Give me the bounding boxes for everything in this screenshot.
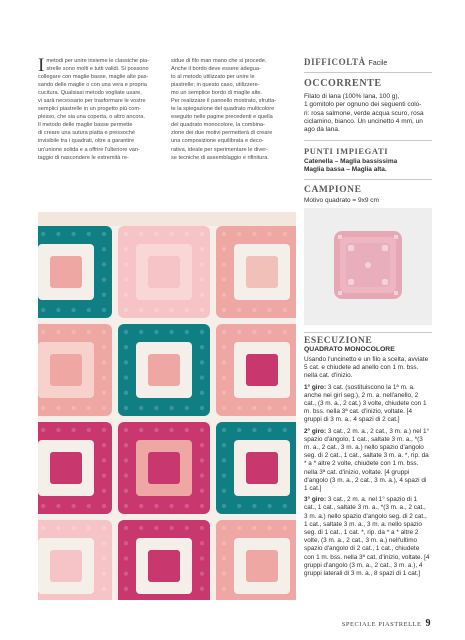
- giro-3-label: 3° giro:: [304, 496, 327, 504]
- stitch: [200, 375, 204, 379]
- page-number: 9: [425, 618, 431, 629]
- stitch: [222, 262, 226, 266]
- esecuzione-intro: Usando l'uncinetto e un filo a scelta, avviate 5 cat. e chiudete ad anello con 1 m. bss. nella cat. d'inizio.: [304, 356, 429, 380]
- stitch: [267, 308, 271, 312]
- stitch: [237, 232, 241, 236]
- stitch: [283, 526, 287, 530]
- stitch: [200, 556, 204, 560]
- occorrente-text: Filato di lana (100% lana, 100 g), 1 gomitolo per ognuno dei seguenti colo- ri: rosa salmone, verde acqua scuro, rosa ciclamino, bianco. Un uncinetto 4 mm, un ago da lana.: [304, 93, 424, 134]
- stitch: [185, 330, 189, 334]
- stitch: [200, 232, 204, 236]
- stitch: [200, 247, 204, 251]
- stitch: [222, 458, 226, 462]
- stitch: [169, 406, 173, 410]
- stitch: [41, 406, 45, 410]
- stitch: [252, 526, 256, 530]
- stitch: [124, 277, 128, 281]
- stitch: [71, 428, 75, 432]
- stitch: [200, 571, 204, 575]
- stitch: [56, 330, 60, 334]
- stitch: [200, 277, 204, 281]
- difficulty-value: Facile: [368, 60, 388, 67]
- granny-square-center: [148, 256, 180, 288]
- granny-square-center: [50, 354, 82, 386]
- pink-square-swatch-image: [304, 208, 432, 325]
- intro-column-2: [171, 57, 292, 162]
- stitch: [222, 232, 226, 236]
- stitch: [222, 345, 226, 349]
- stitch: [222, 504, 226, 508]
- blanket-photo: [38, 212, 296, 600]
- stitch: [41, 504, 45, 508]
- stitch: [124, 504, 128, 508]
- stitch: [71, 232, 75, 236]
- stitch: [169, 308, 173, 312]
- stitch: [87, 526, 91, 530]
- granny-square-center: [246, 256, 278, 288]
- stitch: [267, 504, 271, 508]
- stitch: [102, 293, 106, 297]
- stitch: [56, 428, 60, 432]
- stitch: [71, 406, 75, 410]
- stitch: [102, 330, 106, 334]
- granny-square-center: [246, 550, 278, 582]
- stitch: [237, 308, 241, 312]
- stitch: [200, 443, 204, 447]
- granny-square-center: [50, 550, 82, 582]
- stitch: [139, 406, 143, 410]
- stitch: [124, 587, 128, 591]
- stitch: [124, 330, 128, 334]
- stitch: [139, 428, 143, 432]
- stitch: [200, 587, 204, 591]
- stitch: [222, 587, 226, 591]
- stitch: [185, 526, 189, 530]
- stitch: [200, 526, 204, 530]
- stitch: [222, 277, 226, 281]
- stitch: [56, 308, 60, 312]
- giro-2-text: 3 cat., 2 m. a., 2 cat., 3 m. a.) nel 1° spazio d'angolo, 1 cat., saltate 3 m. a., *(3 m. a., 2 cat., 3 m. a.) nello spazio d'angolo seg. di 2 cat., 1 cat., saltate 3 m. a. *, rip. da * a * altre 2 volte, chiudete con 1 m. bss. nella 3ª cat. d'inizio, voltate. [4 gruppi d'angolo (3 m. a., 2 cat., 3 m. a.), 4 spazi di 1 cat.]: [304, 427, 430, 493]
- stitch: [124, 541, 128, 545]
- stitch: [56, 406, 60, 410]
- stitch: [102, 406, 106, 410]
- stitch: [200, 293, 204, 297]
- stitch: [200, 504, 204, 508]
- stitch: [71, 504, 75, 508]
- stitch: [267, 406, 271, 410]
- stitch: [222, 247, 226, 251]
- stitch: [124, 556, 128, 560]
- stitch: [124, 443, 128, 447]
- giro-2-label: 2° giro:: [304, 427, 327, 435]
- stitch: [283, 330, 287, 334]
- stitch: [154, 504, 158, 508]
- giro-3: [304, 496, 430, 578]
- stitch: [222, 391, 226, 395]
- esecuzione-instructions: [304, 356, 430, 581]
- stitch: [222, 406, 226, 410]
- stitch: [222, 360, 226, 364]
- stitch: [237, 330, 241, 334]
- stitch: [41, 526, 45, 530]
- stitch: [124, 526, 128, 530]
- stitch: [102, 391, 106, 395]
- stitch: [87, 330, 91, 334]
- stitch: [124, 406, 128, 410]
- stitch: [124, 262, 128, 266]
- giro-3-text: 3 cat., 2 m. a. nel 1° spazio di 1 cat., 1 cat., saltate 3 m. a., *(3 m. a., 2 cat., 3 m. a.) nello spazio d'angolo seg. di 2 cat., 1 cat., saltate 3 m. a., 3 m. a. nello spazio seg. di 1 cat., 1 cat. *, rip. da * a * altre 2 volte, (3 m. a., 2 cat., 3 m. a.) nell'ultimo spazio d'angolo di 2 cat., 1 cat., chiudete con 1 m. bss. nella 3ª cat. d'inizio, voltate. [4 gruppi d'angolo (3 m. a., 2 cat., 3 m. a.), 4 gruppi laterali di 3 m. a., 8 spazi di 1 cat.]: [304, 496, 430, 578]
- stitch: [87, 428, 91, 432]
- stitch: [283, 406, 287, 410]
- stitch: [124, 308, 128, 312]
- divider: [304, 179, 432, 180]
- stitch: [222, 375, 226, 379]
- stitch: [222, 473, 226, 477]
- stitch: [71, 526, 75, 530]
- stitch: [200, 308, 204, 312]
- stitch: [124, 473, 128, 477]
- stitch: [222, 308, 226, 312]
- stitch: [41, 330, 45, 334]
- granny-square-center: [246, 452, 278, 484]
- stitch: [41, 428, 45, 432]
- stitch: [154, 428, 158, 432]
- difficulty-heading: [304, 57, 387, 67]
- stitch: [41, 308, 45, 312]
- stitch: [283, 504, 287, 508]
- granny-square-center: [148, 550, 180, 582]
- punti-text: Catenella – Maglia bassissima Maglia bassa – Maglia alta.: [304, 158, 398, 174]
- stitch: [222, 330, 226, 334]
- campione-text: Motivo quadrato = 9x9 cm: [304, 197, 379, 204]
- stitch: [222, 541, 226, 545]
- stitch: [102, 526, 106, 530]
- stitch: [102, 428, 106, 432]
- stitch: [102, 277, 106, 281]
- stitch: [169, 526, 173, 530]
- stitch: [102, 473, 106, 477]
- stitch: [267, 428, 271, 432]
- stitch: [154, 526, 158, 530]
- intro-column-1: [38, 57, 161, 162]
- stitch: [102, 247, 106, 251]
- stitch: [124, 571, 128, 575]
- stitch: [252, 504, 256, 508]
- campione-heading: CAMPIONE: [304, 185, 362, 195]
- stitch: [102, 360, 106, 364]
- stitch: [102, 262, 106, 266]
- stitch: [102, 571, 106, 575]
- punti-heading: PUNTI IMPIEGATI: [304, 146, 389, 156]
- stitch: [169, 232, 173, 236]
- stitch: [200, 541, 204, 545]
- stitch: [87, 232, 91, 236]
- stitch: [252, 308, 256, 312]
- granny-square-center: [148, 452, 180, 484]
- intro-text-2: sidue di filo man mano che si procede. Anche il bordo deve essere adegua- to al metodo utilizzato per unire le piastrelle; in questo caso, utilizzere- mo un semplice bordo di maglie alte. Per realizzare il pannello mostrato, sfrutta- te la spiegazione del quadrato multicolore eseguito nelle pagine precedenti e quella del quadrato monocolore, la combina- zione dei due motivi permetterà di creare una composizione equilibrata e deco- rativa, ideale per sperimentare le diver- se tecniche di assemblaggio e rifinitura.: [171, 58, 277, 161]
- stitch: [102, 443, 106, 447]
- giro-1-label: 1° giro:: [304, 383, 327, 391]
- esecuzione-subtitle: QUADRATO MONOCOLORE: [304, 346, 395, 353]
- stitch: [200, 406, 204, 410]
- esecuzione-heading: ESECUZIONE: [304, 336, 373, 346]
- stitch: [200, 391, 204, 395]
- stitch: [102, 232, 106, 236]
- stitch: [169, 330, 173, 334]
- stitch: [222, 293, 226, 297]
- stitch: [222, 443, 226, 447]
- giro-1: [304, 384, 430, 425]
- granny-square-center: [246, 354, 278, 386]
- stitch: [56, 232, 60, 236]
- stitch: [283, 428, 287, 432]
- stitch: [124, 232, 128, 236]
- giro-1-text: 3 cat. (sostituiscono la 1ª m. a. anche nei giri seg.), 2 m. a. nell'anello, 2 cat., (3 m. a., 2 cat.) 3 volte, chiudete con 1 m. bss. nella 3ª cat. d'inizio, voltate. [4 gruppi di 3 m. a., 4 spazi di 2 cat.]: [304, 383, 427, 424]
- granny-square-center: [50, 256, 82, 288]
- swatch-photo: [304, 208, 432, 325]
- stitch: [267, 330, 271, 334]
- blanket-edge: [38, 212, 296, 226]
- stitch: [200, 262, 204, 266]
- stitch: [200, 473, 204, 477]
- stitch: [154, 406, 158, 410]
- stitch: [237, 428, 241, 432]
- drop-cap: I: [38, 55, 45, 76]
- intro-text-1: metodi per unire insieme le classiche pia- strelle sono molti e tutti validi. Si possono collegare con maglie basse, maglie alte pas- sando delle maglie o con una vera e propria cucitura. Qualsiasi metodo vogliate usare, vi sarà necessario per trasformare le vostre semplici piastrelle in un progetto più com- plesso, che sia una coperta, o altro ancora. Il metodo delle maglie basse permette di creare una sutura piatta e pressoché invisibile tra i quadrati, oltre a garantire un'unione solida e a offrire l'ulteriore van- taggio di nascondere le estremità re-: [38, 58, 149, 161]
- stitch: [154, 232, 158, 236]
- stitch: [102, 308, 106, 312]
- stitch: [41, 232, 45, 236]
- stitch: [56, 504, 60, 508]
- stitch: [139, 308, 143, 312]
- stitch: [200, 360, 204, 364]
- stitch: [124, 360, 128, 364]
- section-title: SPECIALE PIASTRELLE: [341, 621, 422, 628]
- stitch: [222, 571, 226, 575]
- stitch: [267, 232, 271, 236]
- stitch: [154, 330, 158, 334]
- stitch: [154, 308, 158, 312]
- stitch: [87, 504, 91, 508]
- stitch: [102, 556, 106, 560]
- stitch: [169, 504, 173, 508]
- stitch: [124, 345, 128, 349]
- stitch: [200, 458, 204, 462]
- stitch: [124, 375, 128, 379]
- giro-2: [304, 428, 430, 494]
- stitch: [87, 308, 91, 312]
- stitch: [139, 330, 143, 334]
- stitch: [200, 428, 204, 432]
- stitch: [237, 526, 241, 530]
- stitch: [102, 458, 106, 462]
- occorrente-heading: OCCORRENTE: [304, 78, 382, 89]
- stitch: [283, 232, 287, 236]
- page-footer: [342, 618, 431, 629]
- stitch: [185, 308, 189, 312]
- granny-square-center: [148, 354, 180, 386]
- stitch: [222, 428, 226, 432]
- stitch: [102, 504, 106, 508]
- stitch: [87, 406, 91, 410]
- stitch: [124, 247, 128, 251]
- stitch: [139, 504, 143, 508]
- stitch: [222, 489, 226, 493]
- stitch: [102, 345, 106, 349]
- stitch: [139, 526, 143, 530]
- stitch: [56, 526, 60, 530]
- stitch: [200, 345, 204, 349]
- stitch: [252, 406, 256, 410]
- stitch: [200, 330, 204, 334]
- stitch: [124, 428, 128, 432]
- stitch: [283, 308, 287, 312]
- stitch: [252, 330, 256, 334]
- stitch: [124, 293, 128, 297]
- stitch: [124, 489, 128, 493]
- stitch: [222, 526, 226, 530]
- stitch: [102, 489, 106, 493]
- divider: [304, 140, 432, 141]
- stitch: [222, 556, 226, 560]
- stitch: [124, 391, 128, 395]
- stitch: [267, 526, 271, 530]
- stitch: [71, 330, 75, 334]
- stitch: [102, 375, 106, 379]
- stitch: [237, 504, 241, 508]
- stitch: [237, 406, 241, 410]
- difficulty-label: DIFFICOLTÀ: [304, 57, 366, 67]
- divider: [304, 72, 432, 73]
- stitch: [185, 232, 189, 236]
- divider: [304, 332, 432, 333]
- stitch: [169, 428, 173, 432]
- stitch: [252, 232, 256, 236]
- stitch: [185, 406, 189, 410]
- stitch: [185, 428, 189, 432]
- stitch: [124, 458, 128, 462]
- crochet-blanket-image: [38, 212, 296, 600]
- stitch: [102, 541, 106, 545]
- granny-square-center: [50, 452, 82, 484]
- stitch: [71, 308, 75, 312]
- stitch: [139, 232, 143, 236]
- stitch: [185, 504, 189, 508]
- stitch: [200, 489, 204, 493]
- stitch: [102, 587, 106, 591]
- stitch: [252, 428, 256, 432]
